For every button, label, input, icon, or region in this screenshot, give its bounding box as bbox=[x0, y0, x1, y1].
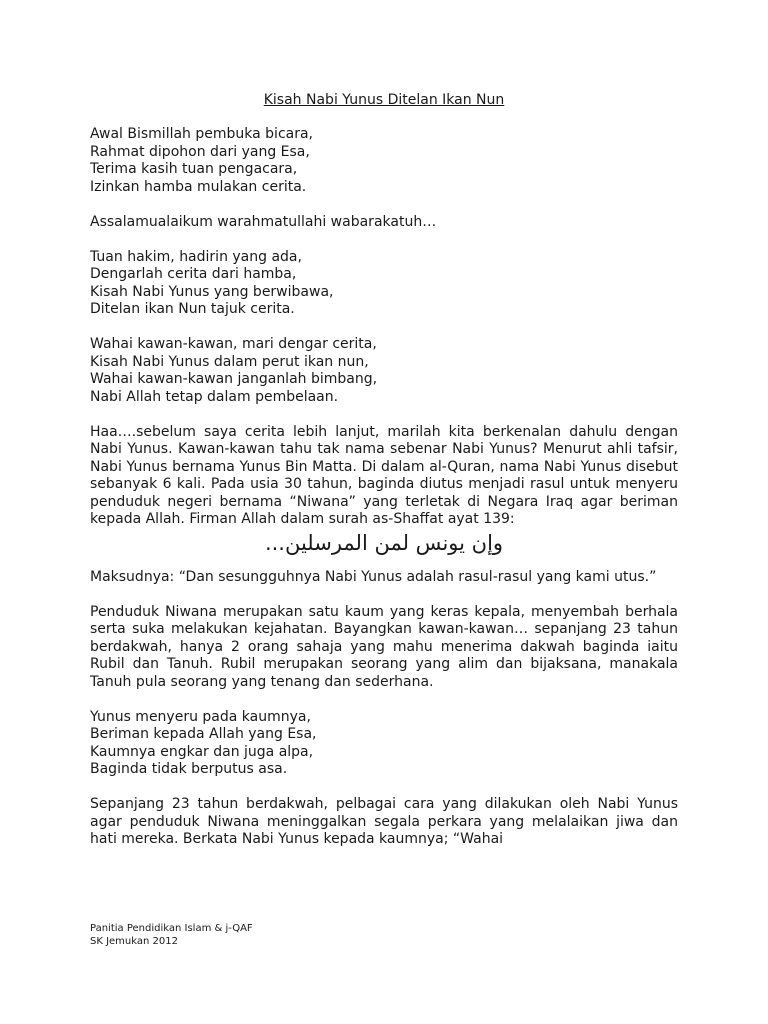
document-body bbox=[90, 126, 678, 866]
stanza-line: Baginda tidak berputus asa. bbox=[90, 761, 288, 777]
stanza-line: Dengarlah cerita dari hamba, bbox=[90, 266, 297, 282]
efforts-paragraph: Sepanjang 23 tahun berdakwah, pelbagai cara yang dilakukan oleh Nabi Yunus agar penduduk Niwana meninggalkan segala perkara yang melalaikan jiwa dan hati mereka. Berkata Nabi Yunus kepada kaumnya; “Wahai bbox=[90, 796, 678, 847]
introduction-stanza bbox=[90, 249, 678, 319]
stanza-line: Beriman kepada Allah yang Esa, bbox=[90, 726, 317, 742]
stanza-line: Nabi Allah tetap dalam pembelaan. bbox=[90, 388, 339, 405]
stanza-line: Tuan hakim, hadirin yang ada, bbox=[90, 248, 302, 265]
quran-verse: وإن يونس لمن المرسلين... bbox=[264, 530, 504, 555]
document-title: Kisah Nabi Yunus Ditelan Ikan Nun bbox=[263, 92, 505, 108]
stanza-line: Kisah Nabi Yunus yang berwibawa, bbox=[90, 283, 334, 300]
stanza-line: Awal Bismillah pembuka bicara, bbox=[90, 126, 314, 142]
stanza-line: Izinkan hamba mulakan cerita. bbox=[90, 178, 307, 195]
stanza-line: Terima kasih tuan pengacara, bbox=[90, 161, 298, 177]
call-stanza bbox=[90, 709, 678, 779]
stanza-line: Wahai kawan-kawan janganlah bimbang, bbox=[90, 371, 378, 387]
stanza-line: Rahmat dipohon dari yang Esa, bbox=[90, 143, 310, 160]
greeting-line: Assalamualaikum warahmatullahi wabarakatuh… bbox=[90, 213, 437, 230]
stanza-line: Wahai kawan-kawan, mari dengar cerita, bbox=[90, 336, 377, 352]
stanza-line: Kisah Nabi Yunus dalam perut ikan nun, bbox=[90, 353, 369, 370]
stanza-line: Yunus menyeru pada kaumnya, bbox=[90, 708, 311, 725]
verse-meaning-paragraph: Maksudnya: “Dan sesungguhnya Nabi Yunus adalah rasul-rasul yang kami utus.” bbox=[90, 568, 657, 585]
invitation-stanza bbox=[90, 336, 678, 406]
stanza-line: Ditelan ikan Nun tajuk cerita. bbox=[90, 301, 295, 317]
page-footer bbox=[90, 922, 253, 948]
background-paragraph: Haa….sebelum saya cerita lebih lanjut, marilah kita berkenalan dahulu dengan Nabi Yunus. Kawan-kawan tahu tak nama sebenar Nabi Yunus? Menurut ahli tafsir, Nabi Yunus bernama Yunus Bin Matta. Di dalam al-Quran, nama Nabi Yunus disebut sebanyak 6 kali. Pada usia 30 tahun, baginda diutus menjadi rasul untuk menyeru penduduk negeri bernama “Niwana” yang terletak di Negara Iraq agar beriman kepada Allah. Firman Allah dalam surah as-Shaffat ayat 139: bbox=[90, 423, 678, 527]
greeting bbox=[90, 214, 678, 232]
footer-organisation: Panitia Pendidikan Islam & j-QAF bbox=[90, 923, 253, 934]
footer-school-year: SK Jemukan 2012 bbox=[90, 936, 178, 947]
opening-stanza bbox=[90, 126, 678, 196]
people-paragraph: Penduduk Niwana merupakan satu kaum yang keras kepala, menyembah berhala serta suka melakukan kejahatan. Bayangkan kawan-kawan… sepanjang 23 tahun berdakwah, hanya 2 orang sahaja yang mahu menerima dakwah baginda iaitu Rubil dan Tanuh. Rubil merupakan seorang yang alim dan bijaksana, manakala Tanuh pula seorang yang tenang dan sederhana. bbox=[90, 603, 678, 690]
stanza-line: Kaumnya engkar dan juga alpa, bbox=[90, 743, 314, 760]
